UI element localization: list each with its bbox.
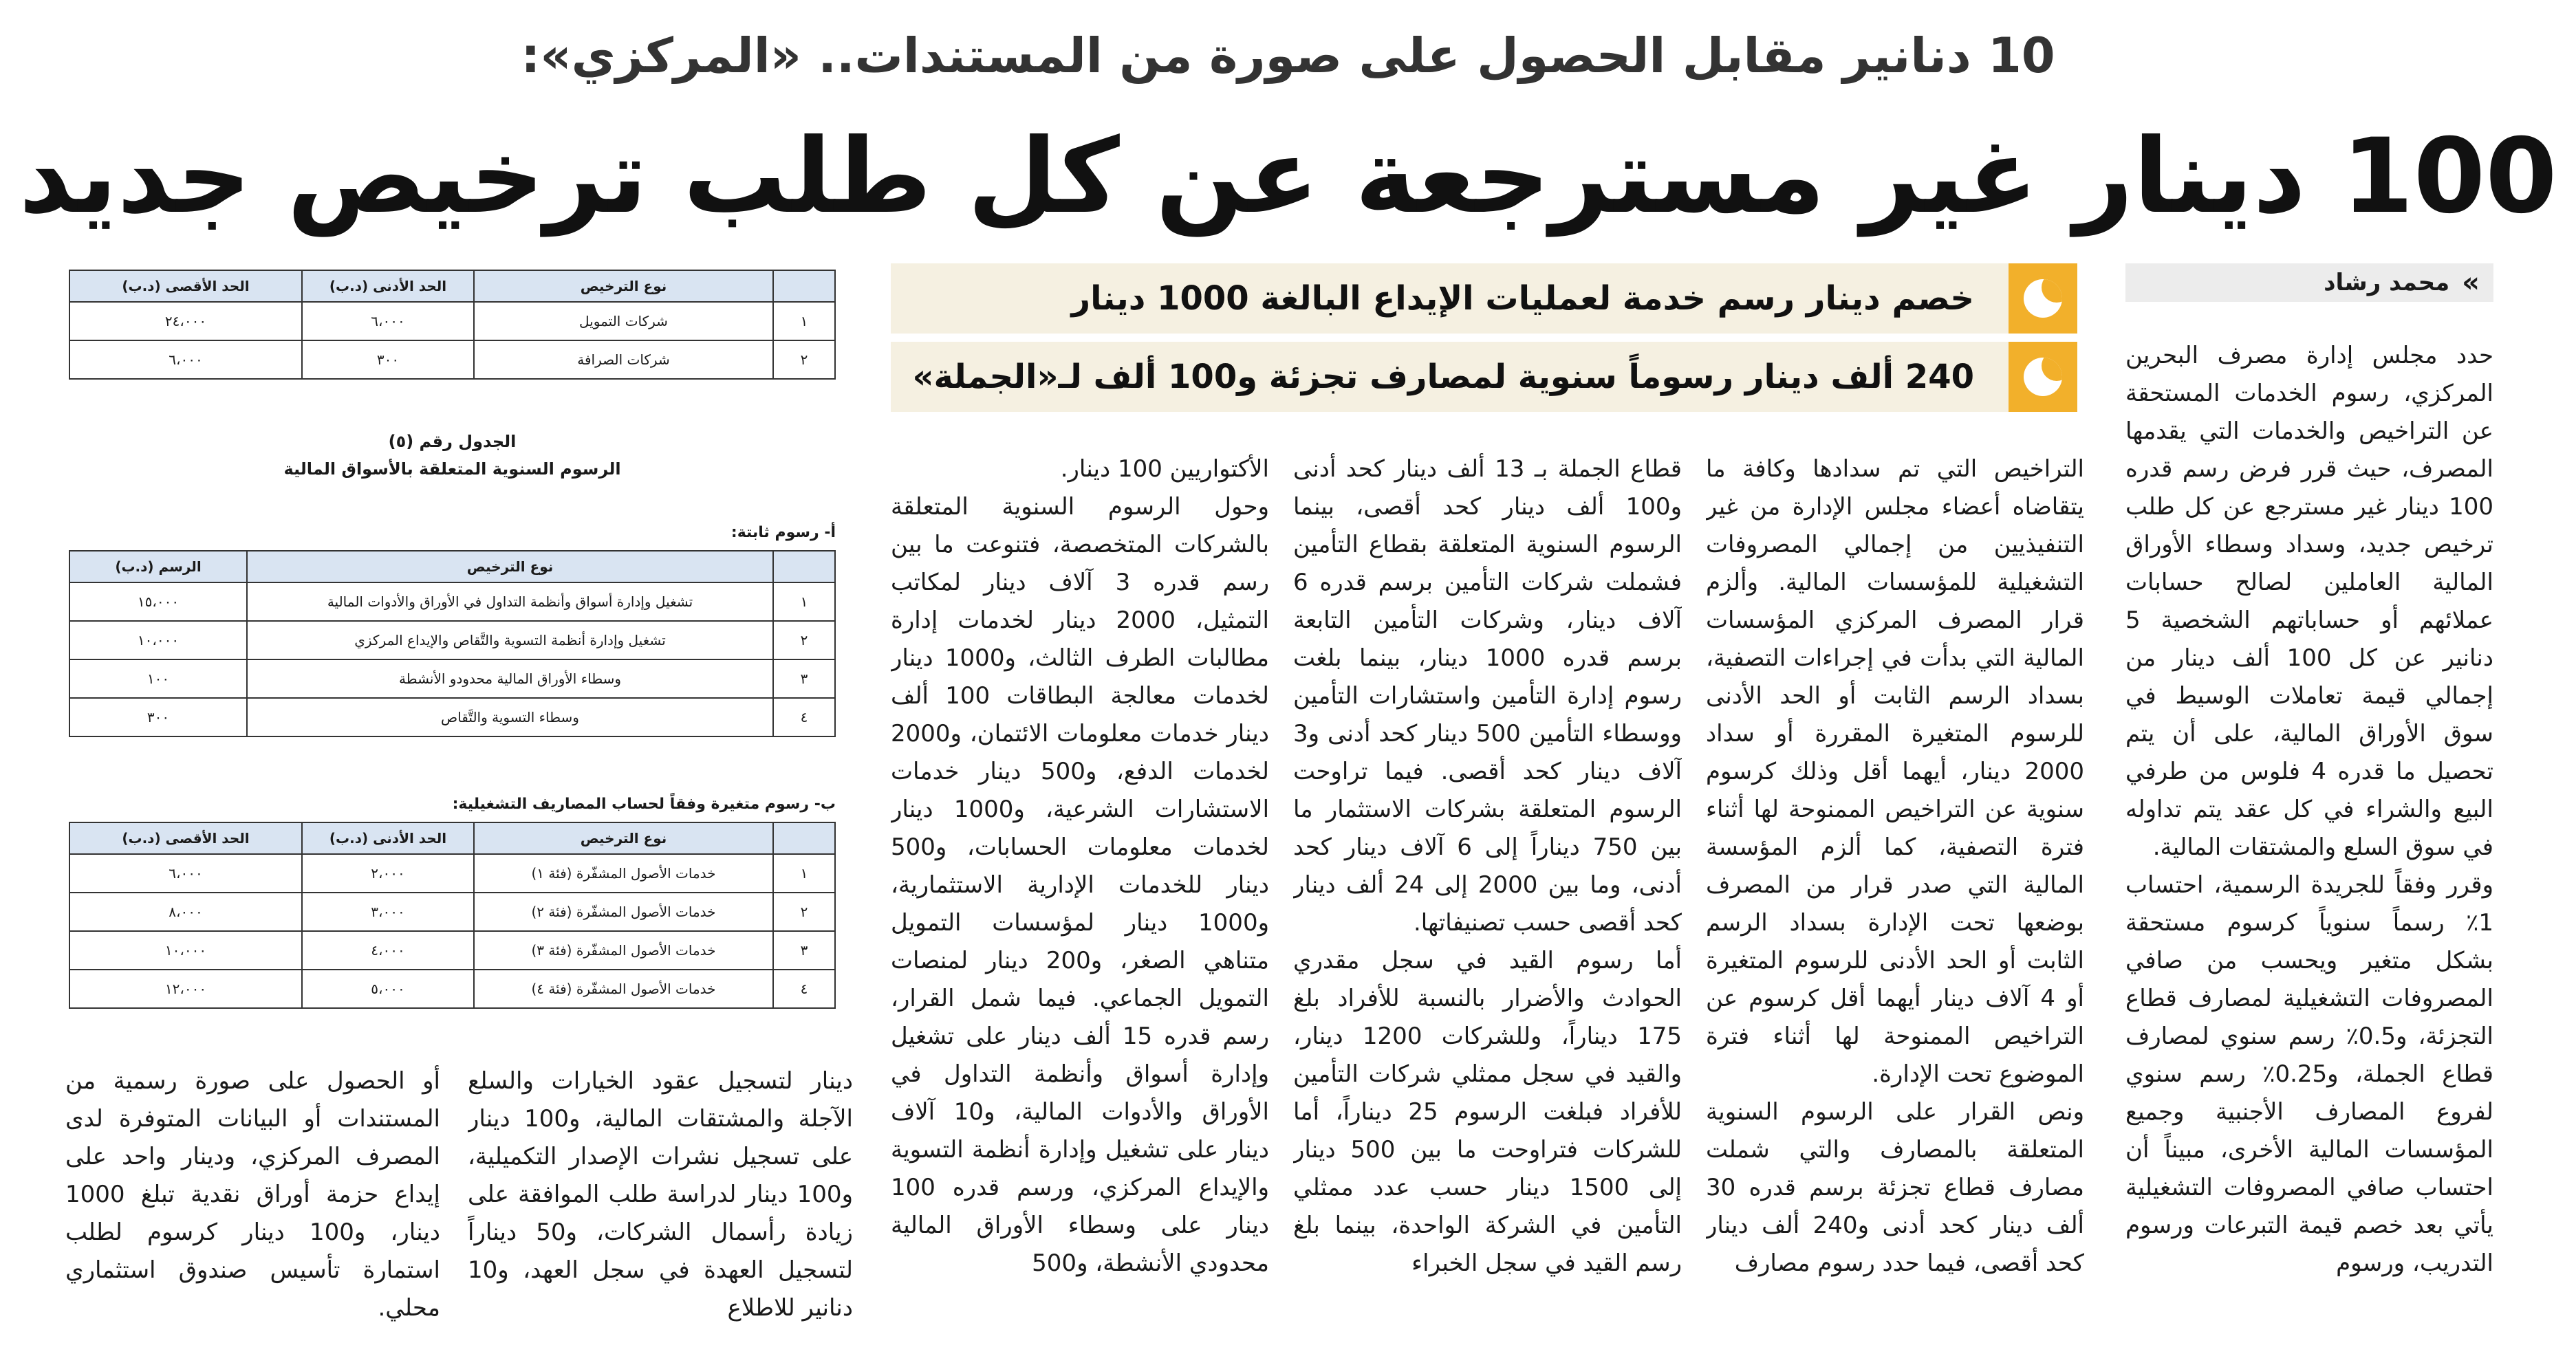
paragraph: الأكتواريين 100 دينار. [1060, 455, 1269, 483]
header-cell: الحد الأقصى (د.ب) [69, 270, 302, 302]
cell: ٣ [773, 659, 835, 698]
cell: وسطاء الأوراق المالية محدودو الأنشطة [247, 659, 773, 698]
cell: خدمات الأصول المشفّرة (فئة ٤) [474, 970, 773, 1008]
cell: ٦،٠٠٠ [69, 340, 302, 379]
header-cell [773, 551, 835, 582]
cell: ١٠،٠٠٠ [69, 931, 302, 970]
header-cell: نوع الترخيص [474, 270, 773, 302]
byline [2125, 263, 2493, 302]
table-fixed-fees [69, 550, 836, 737]
cell: ١٥،٠٠٠ [69, 582, 247, 621]
section-a-label: أ- رسوم ثابتة: [730, 524, 836, 541]
article-column-3 [1293, 450, 1682, 1362]
crescent-badge-icon [2009, 342, 2077, 412]
paragraph: قطاع الجملة بـ 13 ألف دينار كحد أدنى و100 ألف دينار كحد أقصى، بينما الرسوم السنوية المتعلقة بقطاع التأمين فشملت شركات التأمين برسم قدره 6 آلاف دينار، وشركات التأمين التابعة برسم قدره 1000 دينار، بينما بلغت رسوم إدارة التأمين واستشارات التأمين ووسطاء التأمين 500 دينار كحد أدنى و3 آلاف دينار كحد أقصى. فيما تراوحت الرسوم المتعلقة بشركات الاستثمار ما بين 750 ديناراً إلى 6 آلاف دينار كحد أدنى، وما بين 2000 إلى 24 ألف دينار كحد أقصى حسب تصنيفاتها. [1293, 455, 1682, 937]
cell: ١ [773, 302, 835, 340]
cell: ٢ [773, 340, 835, 379]
paragraph: حدد مجلس إدارة مصرف البحرين المركزي، رسوم الخدمات المستحقة عن التراخيص والخدمات التي يقدمها المصرف، حيث قرر فرض رسم قدره 100 دينار غير مسترجع عن كل طلب ترخيص جديد، وسداد وسطاء الأوراق المالية العاملين لصالح حسابات عملائهم أو حساباتهم الشخصية 5 دنانير عن كل 100 ألف دينار من إجمالي قيمة تعاملات الوسيط في سوق الأوراق المالية، على أن يتم تحصيل ما قدره 4 فلوس من طرفي البيع والشراء في كل عقد يتم تداوله في سوق السلع والمشتقات المالية. [2125, 342, 2493, 861]
header-cell: الرسم (د.ب) [69, 551, 247, 582]
article-column-1 [2125, 337, 2493, 1362]
header-cell: نوع الترخيص [474, 822, 773, 854]
cell: ٢ [773, 621, 835, 659]
table-row [69, 893, 835, 931]
main-headline: 100 دينار غير مسترجعة عن كل طلب ترخيص جديد [19, 117, 2557, 237]
cell: خدمات الأصول المشفّرة (فئة ٣) [474, 931, 773, 970]
highlight-text-2: 240 ألف دينار رسوماً سنوية لمصارف تجزئة و100 ألف لـ«الجملة» [912, 358, 1974, 396]
highlight-bar-2 [891, 342, 2077, 412]
table-header-row [69, 822, 835, 854]
cell: تشغيل وإدارة أسواق وأنظمة التداول في الأوراق والأدوات المالية [247, 582, 773, 621]
paragraph: أما رسوم القيد في سجل مقدري الحوادث والأضرار بالنسبة للأفراد بلغ 175 ديناراً، وللشركات 1200 دينار، والقيد في سجل ممثلي شركات التأمين للأفراد فبلغت الرسوم 25 ديناراً، أما للشركات فتراوحت ما بين 500 دينار إلى 1500 دينار حسب عدد ممثلي التأمين في الشركة الواحدة، بينما بلغ رسم القيد في سجل الخبراء [1293, 947, 1682, 1277]
table-row [69, 340, 835, 379]
table-row [69, 854, 835, 893]
cell: ١ [773, 582, 835, 621]
table-row [69, 970, 835, 1008]
cell: ٨،٠٠٠ [69, 893, 302, 931]
paragraph: ونص القرار على الرسوم السنوية المتعلقة بالمصارف والتي شملت مصارف قطاع تجزئة برسم قدره 30 ألف دينار كحد أدنى و240 ألف دينار كحد أقصى، فيما حدد رسوم مصارف [1706, 1098, 2084, 1277]
header-cell [773, 822, 835, 854]
header-cell: الحد الأدنى (د.ب) [302, 822, 474, 854]
cell: ٣،٠٠٠ [302, 893, 474, 931]
paragraph: التراخيص التي تم سدادها وكافة ما يتقاضاه أعضاء مجلس الإدارة من غير التنفيذيين من إجمالي المصروفات التشغيلية للمؤسسات المالية. وألزم قرار المصرف المركزي المؤسسات المالية التي بدأت في إجراءات التصفية، بسداد الرسم الثابت أو الحد الأدنى للرسوم المتغيرة المقررة أو سداد 2000 دينار، أيهما أقل وذلك كرسوم سنوية عن التراخيص الممنوحة لها أثناء فترة التصفية، كما ألزم المؤسسة المالية التي صدر قرار من المصرف بوضعها تحت الإدارة بسداد الرسم الثابت أو الحد الأدنى للرسوم المتغيرة أو 4 آلاف دينار أيهما أقل كرسوم عن التراخيص الممنوحة لها أثناء فترة الموضوع تحت الإدارة. [1706, 455, 2084, 1088]
cell: ٢،٠٠٠ [302, 854, 474, 893]
chevron-icon: » [2462, 267, 2480, 298]
table-caption-number: الجدول رقم (٥) [388, 432, 517, 451]
cell: ٣ [773, 931, 835, 970]
table-row [69, 582, 835, 621]
author-name: محمد رشاد [2324, 269, 2450, 296]
article-column-2 [1706, 450, 2084, 1362]
table-row [69, 659, 835, 698]
paragraph: وقرر وفقاً للجريدة الرسمية، احتساب 1٪ رسماً سنوياً كرسوم مستحقة بشكل متغير ويحسب من صافي المصروفات التشغيلية لمصارف قطاع التجزئة، و0.5٪ رسم سنوي لمصارف قطاع الجملة، و0.25٪ رسم سنوي لفروع المصارف الأجنبية وجميع المؤسسات المالية الأخرى، مبيناً أن احتساب صافي المصروفات التشغيلية يأتي بعد خصم قيمة التبرعات ورسوم التدريب، ورسوم [2125, 871, 2493, 1277]
cell: شركات التمويل [474, 302, 773, 340]
table-row [69, 621, 835, 659]
cell: ٦،٠٠٠ [69, 854, 302, 893]
cell: ٥،٠٠٠ [302, 970, 474, 1008]
cell: شركات الصرافة [474, 340, 773, 379]
header-cell: نوع الترخيص [247, 551, 773, 582]
table-header-row [69, 551, 835, 582]
cell: ٢ [773, 893, 835, 931]
header-cell [773, 270, 835, 302]
table-row [69, 698, 835, 736]
cell: وسطاء التسوية والتَّقاص [247, 698, 773, 736]
table-caption-title: الرسوم السنوية المتعلقة بالأسواق المالية [283, 459, 621, 479]
cell: ١ [773, 854, 835, 893]
crescent-badge-icon [2009, 263, 2077, 334]
header-cell: الحد الأدنى (د.ب) [302, 270, 474, 302]
cell: ٣٠٠ [69, 698, 247, 736]
section-b-label: ب- رسوم متغيرة وفقاً لحساب المصاريف التشغيلية: [452, 796, 836, 813]
article-column-5 [468, 1062, 853, 1362]
table-header-row [69, 270, 835, 302]
cell: ٢٤،٠٠٠ [69, 302, 302, 340]
article-column-6 [65, 1062, 440, 1362]
cell: ٤،٠٠٠ [302, 931, 474, 970]
cell: ٤ [773, 698, 835, 736]
header-cell: الحد الأقصى (د.ب) [69, 822, 302, 854]
cell: ٤ [773, 970, 835, 1008]
highlight-bar-1 [891, 263, 2077, 334]
table-finance-licenses [69, 270, 836, 380]
cell: خدمات الأصول المشفّرة (فئة ٢) [474, 893, 773, 931]
paragraph: وحول الرسوم السنوية المتعلقة بالشركات المتخصصة، فتنوعت ما بين رسم قدره 3 آلاف دينار لمكاتب التمثيل، 2000 دينار لخدمات إدارة مطالبات الطرف الثالث، و1000 دينار لخدمات معالجة البطاقات 100 ألف دينار خدمات معلومات الائتمان، و2000 لخدمات الدفع، و500 دينار خدمات الاستشارات الشرعية، و1000 دينار لخدمات معلومات الحسابات، و500 دينار للخدمات الإدارية الاستثمارية، و1000 دينار لمؤسسات التمويل متناهي الصغر، و200 دينار لمنصات التمويل الجماعي. فيما شمل القرار، رسم قدره 15 ألف دينار على تشغيل وإدارة أسواق وأنظمة التداول في الأوراق والأدوات المالية، و10 آلاف دينار على تشغيل وإدارة أنظمة التسوية والإيداع المركزي، ورسم قدره 100 دينار على وسطاء الأوراق المالية محدودي الأنشطة، و500 [891, 493, 1269, 1277]
cell: تشغيل وإدارة أنظمة التسوية والتَّقاص والإيداع المركزي [247, 621, 773, 659]
table-variable-fees [69, 822, 836, 1009]
table-row [69, 302, 835, 340]
cell: ١٢،٠٠٠ [69, 970, 302, 1008]
cell: ١٠٠ [69, 659, 247, 698]
article-column-4 [891, 450, 1269, 1362]
paragraph: دينار لتسجيل عقود الخيارات والسلع الآجلة والمشتقات المالية، و100 دينار على تسجيل نشرات الإصدار التكميلية، و100 دينار لدراسة طلب الموافقة على زيادة رأسمال الشركات، و50 ديناراً لتسجيل العهدة في سجل العهد، و10 دنانير للاطلاع [468, 1067, 853, 1322]
cell: ١٠،٠٠٠ [69, 621, 247, 659]
cell: خدمات الأصول المشفّرة (فئة ١) [474, 854, 773, 893]
paragraph: أو الحصول على صورة رسمية من المستندات أو البيانات المتوفرة لدى المصرف المركزي، ودينار واحد على إيداع حزمة أوراق نقدية تبلغ 1000 دينار، و100 دينار كرسوم لطلب استمارة تأسيس صندوق استثماري محلي. [65, 1067, 440, 1322]
table-row [69, 931, 835, 970]
cell: ٦،٠٠٠ [302, 302, 474, 340]
kicker-headline: 10 دنانير مقابل الحصول على صورة من المستندات.. «المركزي»: [521, 28, 2055, 84]
cell: ٣٠٠ [302, 340, 474, 379]
highlight-text-1: خصم دينار رسم خدمة لعمليات الإيداع البالغة 1000 دينار [1071, 279, 1974, 318]
